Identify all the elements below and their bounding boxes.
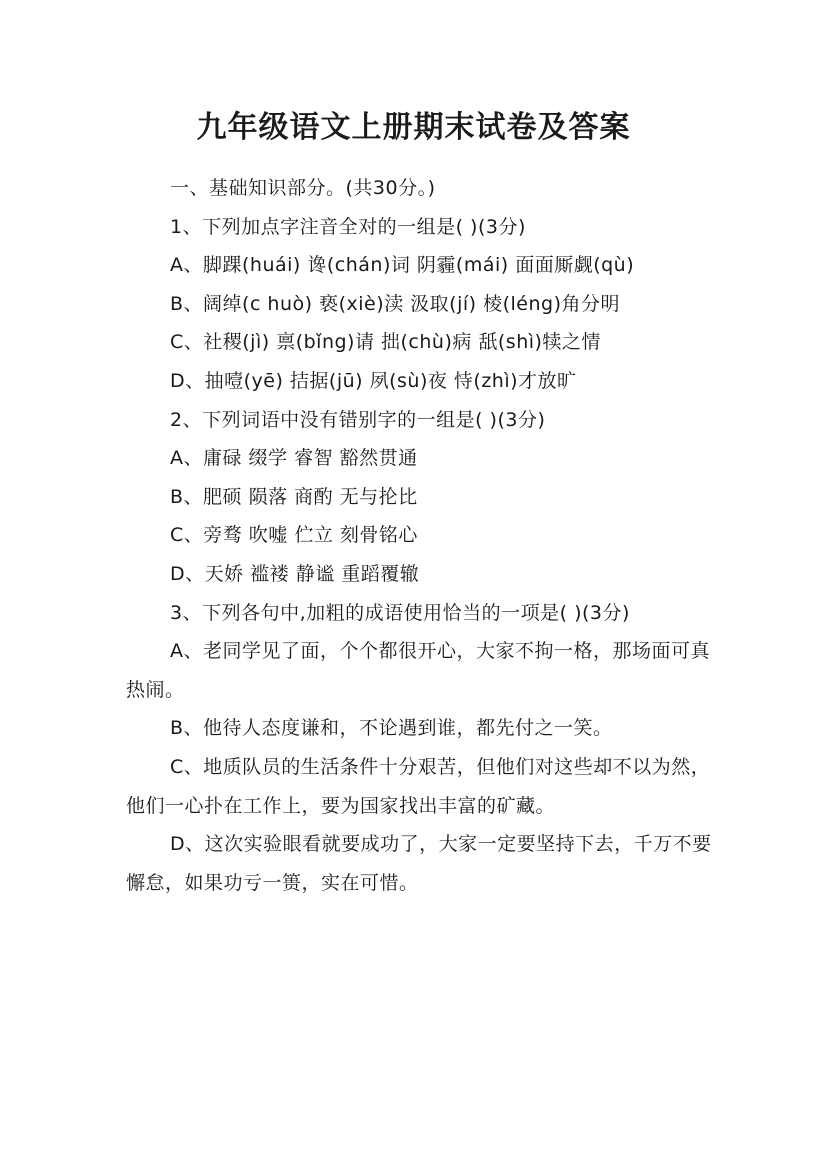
question-3-option-d: D、这次实验眼看就要成功了，大家一定要坚持下去，千万不要懈怠，如果功亏一篑，实在可惜。 — [126, 833, 712, 894]
document-title: 九年级语文上册期末试卷及答案 — [196, 110, 631, 145]
question-1: 1、下列加点字注音全对的一组是( )(3分) — [170, 215, 526, 238]
section-heading-basics: 一、基础知识部分。(共30分。) — [170, 177, 436, 199]
question-3-option-a: A、老同学见了面，个个都很开心，大家不拘一格，那场面可真热闹。 — [126, 640, 710, 701]
question-1-option-d: D、抽噎(yē) 拮据(jū) 夙(sù)夜 恃(zhì)才放旷 — [170, 369, 577, 392]
question-1-option-b: B、阔绰(c huò) 亵(xiè)渎 汲取(jí) 棱(léng)角分明 — [170, 292, 620, 315]
question-1-option-c: C、社稷(jì) 禀(bǐng)请 拙(chù)病 舐(shì)犊之情 — [170, 331, 601, 354]
question-3-option-b: B、他待人态度谦和，不论遇到谁，都先付之一笑。 — [170, 717, 613, 740]
question-2-option-d: D、天娇 褴褛 静谧 重蹈覆辙 — [170, 562, 420, 585]
question-2: 2、下列词语中没有错别字的一组是( )(3分) — [170, 408, 546, 431]
question-2-option-b: B、肥硕 陨落 商酌 无与抡比 — [170, 485, 418, 508]
question-3-option-c: C、地质队员的生活条件十分艰苦，但他们对这些却不以为然，他们一心扑在工作上，要为国家找出丰富的矿藏。 — [126, 755, 711, 817]
question-2-option-c: C、旁骛 吹嘘 伫立 刻骨铭心 — [170, 524, 418, 547]
document-body — [126, 169, 712, 902]
question-1-option-a: A、脚踝(huái) 谗(chán)词 阴霾(mái) 面面厮觑(qù) — [170, 254, 635, 277]
question-2-option-a: A、庸碌 缀学 睿智 豁然贯通 — [170, 447, 418, 470]
question-3: 3、下列各句中,加粗的成语使用恰当的一项是( )(3分) — [170, 601, 630, 624]
